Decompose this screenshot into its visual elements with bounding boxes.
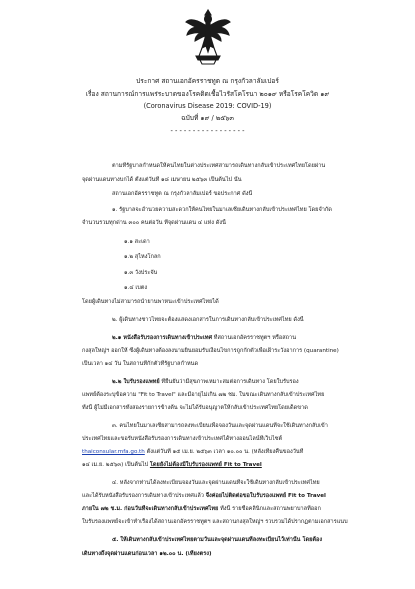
paragraph-8-line-3 xyxy=(82,505,321,513)
paragraph-9-line-2: เดินทางถึงจุดผ่านแดนก่อนเวลา ๑๒.๐๐ น. (เที่ยงตรง) xyxy=(82,551,212,557)
registration-website-link[interactable]: thaiconsular.mfa.go.th xyxy=(82,449,145,455)
paragraph-7-line-3-rest: ตั้งแต่วันที่ ๑๕ เม.ย. ๒๕๖๓ เวลา ๑๐.๐๐ น. (หลังเที่ยงคืนของวันที่ xyxy=(144,449,304,455)
no-certificate-needed-note: โดยยังไม่ต้องมีใบรับรองแพทย์ Fit to Travel xyxy=(149,462,262,468)
paragraph-1-line-1: ตามที่รัฐบาลกำหนดให้คนไทยในต่างประเทศสามารถเดินทางกลับเข้าประเทศไทยโดยผ่าน xyxy=(112,163,326,169)
border-item-4: ๑.๔ เบตง xyxy=(124,285,148,291)
paragraph-7-line-1: ๓. คนไทยในมาเลเซียสามารถลงทะเบียนเพื่อจองวันและจุดผ่านแดนที่จะใช้เดินทางกลับเข้า xyxy=(112,423,328,429)
paragraph-8-line-1: ๔. หลังจากท่านได้ลงทะเบียนจองวันและจุดผ่านแดนที่จะใช้เดินทางกลับเข้าประเทศไทย xyxy=(112,480,320,486)
paragraph-6-line-3: ทั้งนี้ ผู้ไม่มีเอกสารทั้งสองรายการข้างต้น จะไม่ได้รับอนุญาตให้กลับเข้าประเทศไทยโดยเด็ดขาด xyxy=(82,405,308,411)
paragraph-6-line-1 xyxy=(112,378,299,386)
paragraph-8-line-4: ใบรับรองแพทย์จะเข้าทำเรื่องได้สถานเอกอัครราชทูตฯ และสถานกงสุลใหญ่ฯ รวบรวมได้ปรากฏตามเอกสารแนบ xyxy=(82,519,348,525)
travel-certificate-heading: ๒.๑ หนังสือรับรองการเดินทางเข้าประเทศ xyxy=(112,335,213,341)
border-item-2: ๑.๒ สุไหงโกลก xyxy=(124,254,161,260)
border-item-3: ๑.๓ วังประจัน xyxy=(124,270,158,276)
header-issue-number: ฉบับที่ ๑๙ / ๒๕๖๓ xyxy=(181,114,234,122)
paragraph-5-line-2: กงสุลใหญ่ฯ ออกให้ ซึ่งผู้เดินทางต้องลงนามยินยอมรับเงื่อนไขการถูกกักตัวเพื่อเฝ้าระวังอาการ (quarantine) xyxy=(82,348,339,354)
header-dashes: - - - - - - - - - - - - - - - - - xyxy=(170,127,245,135)
paragraph-9-line-1: ๕. ให้เดินทางกลับเข้าประเทศไทยตามวันและจุดผ่านแดนที่ลงทะเบียนไว้เท่านั้น โดยต้อง xyxy=(112,537,323,543)
paragraph-2-line-2: จำนวนรวมทุกด่าน ๓๐๐ คนต่อวัน ที่จุดผ่านแดน ๔ แห่ง ดังนี้ xyxy=(82,220,226,226)
paragraph-5-line-1-rest: ที่สถานเอกอัครราชทูตฯ หรือสถาน xyxy=(212,335,297,341)
border-item-1: ๑.๑ สะเดา xyxy=(124,239,150,245)
header-subject: เรื่อง สถานการณ์การแพร่ระบาดของโรคติดเชื้อไวรัสโคโรนา ๒๐๑๙ หรือโรคโควิด ๑๙ xyxy=(85,90,330,98)
paragraph-8-line-2 xyxy=(82,492,326,500)
paragraph-4: ๒. ผู้เดินทางชาวไทยจะต้องแสดงเอกสารในการเดินทางกลับเข้าประเทศไทย ดังนี้ xyxy=(112,317,304,323)
paragraph-2-line-1: ๑. รัฐบาลจะอำนวยความสะดวกให้คนไทยในมาเลเซียเดินทางกลับเข้าประเทศไทย โดยจำกัด xyxy=(112,207,332,213)
paragraph-7-line-3 xyxy=(82,448,303,456)
paragraph-6-line-2: แพทย์ต้องระบุข้อความ "Fit to Travel" และมีอายุไม่เกิน ๗๒ ชม. ในขณะเดินทางกลับเข้าประเทศไทย xyxy=(82,392,325,398)
fit-to-travel-instruction: จึงค่อยไปติดต่อขอใบรับรองแพทย์ Fit to Travel xyxy=(205,493,326,499)
garuda-emblem-icon xyxy=(184,6,232,66)
within-72-hours-instruction: ภายใน ๗๒ ช.ม. ก่อนวันที่จะเดินทางกลับเข้าประเทศไทย xyxy=(82,506,219,512)
paragraph-1-line-3: สถานเอกอัครราชทูต ณ กรุงกัวลาลัมเปอร์ ขอประกาศ ดังนี้ xyxy=(112,191,253,197)
paragraph-1-line-2: จุดผ่านแดนทางบกได้ ตั้งแต่วันที่ ๑๘ เมษายน ๒๕๖๓ เป็นต้นไป นั้น xyxy=(82,177,242,183)
medical-certificate-heading: ๒.๒ ใบรับรองแพทย์ xyxy=(112,379,160,385)
paragraph-5-line-3: เป็นเวลา ๑๔ วัน ในสถานที่กักตัวที่รัฐบาลกำหนด xyxy=(82,361,199,367)
paragraph-5-line-1 xyxy=(112,334,296,342)
paragraph-8-line-3-rest: ทั้งนี้ รายชื่อคลินิกและสถานพยาบาลที่ออก xyxy=(218,506,321,512)
paragraph-3: โดยผู้เดินทางไม่สามารถนำยานพาหนะเข้าประเทศไทยได้ xyxy=(82,299,219,305)
paragraph-7-line-2: ประเทศไทยและขอรับหนังสือรับรองการเดินทางเข้าประเทศได้ทางออนไลน์ที่เว็บไซต์ xyxy=(82,436,283,442)
header-english-name: (Coronavirus Disease 2019: COVID-19) xyxy=(143,102,272,110)
header-title: ประกาศ สถานเอกอัครราชทูต ณ กรุงกัวลาลัมเปอร์ xyxy=(136,77,279,85)
paragraph-6-line-1-rest: ที่ยืนยันว่ามีสุขภาพเหมาะสมต่อการเดินทาง โดยใบรับรอง xyxy=(159,379,299,385)
paragraph-7-line-4 xyxy=(82,461,262,469)
paragraph-8-line-2-start: และได้รับหนังสือรับรองการเดินทางเข้าประเทศแล้ว xyxy=(82,493,206,499)
paragraph-7-line-4-start: ๑๔ เม.ย. ๒๕๖๓) เป็นต้นไป xyxy=(82,462,150,468)
